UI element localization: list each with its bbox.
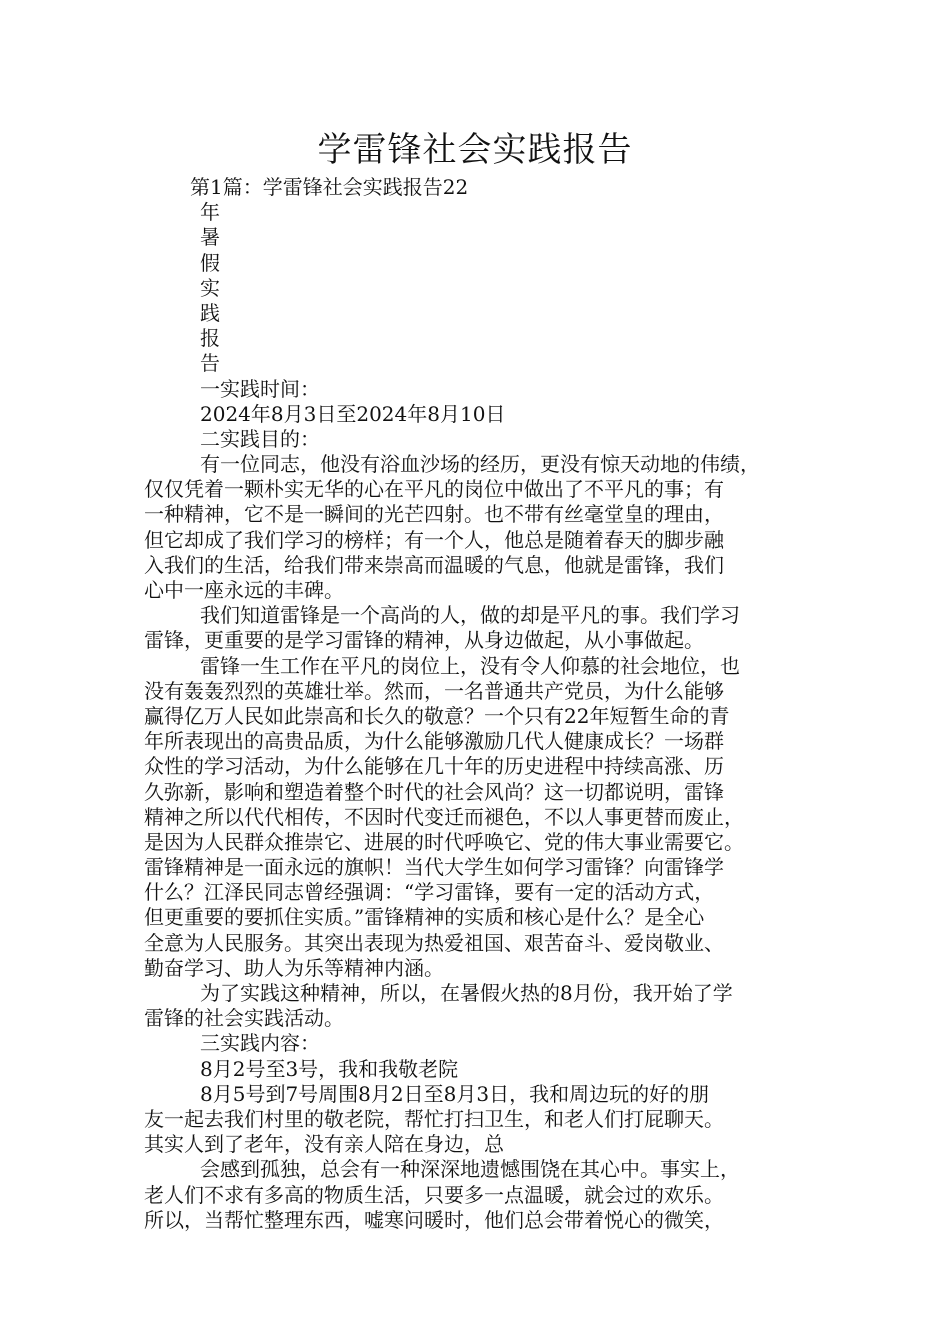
paragraph-line: 众性的学习活动，为什么能够在几十年的历史进程中持续高涨、历 — [144, 754, 724, 779]
vertical-char: 报 — [200, 326, 220, 351]
section-content-label: 三实践内容： — [200, 1031, 320, 1056]
paragraph-line: 友一起去我们村里的敬老院，帮忙打扫卫生，和老人们打屁聊天。 — [144, 1106, 724, 1131]
vertical-char: 实 — [200, 275, 220, 300]
paragraph-5 — [144, 1082, 824, 1158]
document-body — [144, 175, 824, 1233]
paragraph-4 — [144, 981, 824, 1031]
document-title: 学雷锋社会实践报告 — [317, 130, 633, 170]
vertical-char: 暑 — [200, 225, 220, 250]
paragraph-line: 雷锋，更重要的是学习雷锋的精神，从身边做起，从小事做起。 — [144, 628, 704, 653]
paragraph-line: 会感到孤独，总会有一种深深地遗憾围饶在其心中。事实上， — [200, 1157, 740, 1182]
paragraph-line: 所以，当帮忙整理东西，嘘寒问暖时，他们总会带着悦心的微笑， — [144, 1207, 724, 1232]
paragraph-line: 入我们的生活，给我们带来崇高而温暖的气息，他就是雷锋，我们 — [144, 552, 724, 577]
paragraph-line: 一种精神，它不是一瞬间的光芒四射。也不带有丝毫堂皇的理由， — [144, 502, 724, 527]
paragraph-line: 老人们不求有多高的物质生活，只要多一点温暖，就会过的欢乐。 — [144, 1182, 724, 1207]
paragraph-6 — [144, 1157, 824, 1233]
paragraph-line: 有一位同志，他没有浴血沙场的经历，更没有惊天动地的伟绩， — [200, 452, 760, 477]
vertical-char: 假 — [200, 250, 220, 275]
paragraph-line: 仅仅凭着一颗朴实无华的心在平凡的岗位中做出了不平凡的事；有 — [144, 477, 724, 502]
content-line: 8月2号至3号，我和我敬老院 — [200, 1056, 459, 1081]
section-purpose-label: 二实践目的： — [200, 426, 320, 451]
vertical-char: 践 — [200, 300, 220, 325]
paragraph-line: 什么？江泽民同志曾经强调：“学习雷锋，要有一定的活动方式， — [144, 880, 715, 905]
paragraph-line: 雷锋一生工作在平凡的岗位上，没有令人仰慕的社会地位，也 — [200, 653, 740, 678]
paragraph-line: 为了实践这种精神，所以，在暑假火热的8月份，我开始了学 — [200, 981, 733, 1005]
vertical-char: 年 — [200, 200, 220, 225]
document-heading: 第1篇：学雷锋社会实践报告22 — [190, 175, 469, 199]
paragraph-line: 精神之所以代代相传，不因时代变迁而褪色，不以人事更替而废止， — [144, 804, 744, 829]
section-time-label: 一实践时间： — [200, 376, 320, 401]
paragraph-line: 久弥新，影响和塑造着整个时代的社会风尚？这一切都说明，雷锋 — [144, 779, 724, 804]
paragraph-line: 是因为人民群众推崇它、进展的时代呼唤它、党的伟大事业需要它。 — [144, 829, 744, 854]
paragraph-line: 勤奋学习、助人为乐等精神内涵。 — [144, 955, 444, 980]
paragraph-2 — [144, 603, 824, 653]
paragraph-line: 但更重要的要抓住实质。”雷锋精神的实质和核心是什么？是全心 — [144, 905, 705, 930]
paragraph-line: 雷锋精神是一面永远的旗帜！当代大学生如何学习雷锋？向雷锋学 — [144, 855, 724, 880]
paragraph-3 — [144, 654, 824, 981]
paragraph-1 — [144, 452, 824, 603]
section-time-value: 2024年8月3日至2024年8月10日 — [200, 401, 506, 426]
paragraph-line: 年所表现出的高贵品质，为什么能够激励几代人健康成长？一场群 — [144, 729, 724, 754]
paragraph-line: 其实人到了老年，没有亲人陪在身边，总 — [144, 1132, 504, 1157]
paragraph-line: 全意为人民服务。其突出表现为热爱祖国、艰苦奋斗、爱岗敬业、 — [144, 930, 724, 955]
paragraph-line: 雷锋的社会实践活动。 — [144, 1006, 344, 1031]
paragraph-line: 8月5号到7号周围8月2日至8月3日，我和周边玩的好的朋 — [200, 1081, 710, 1106]
paragraph-line: 心中一座永远的丰碑。 — [144, 578, 344, 602]
paragraph-line: 我们知道雷锋是一个高尚的人，做的却是平凡的事。我们学习 — [200, 603, 740, 628]
paragraph-line: 赢得亿万人民如此崇高和长久的敬意？一个只有22年短暂生命的青 — [144, 703, 730, 728]
paragraph-line: 但它却成了我们学习的榜样；有一个人，他总是随着春天的脚步融 — [144, 527, 724, 552]
vertical-char: 告 — [200, 351, 220, 376]
paragraph-line: 没有轰轰烈烈的英雄壮举。然而，一名普通共产党员，为什么能够 — [144, 678, 724, 703]
